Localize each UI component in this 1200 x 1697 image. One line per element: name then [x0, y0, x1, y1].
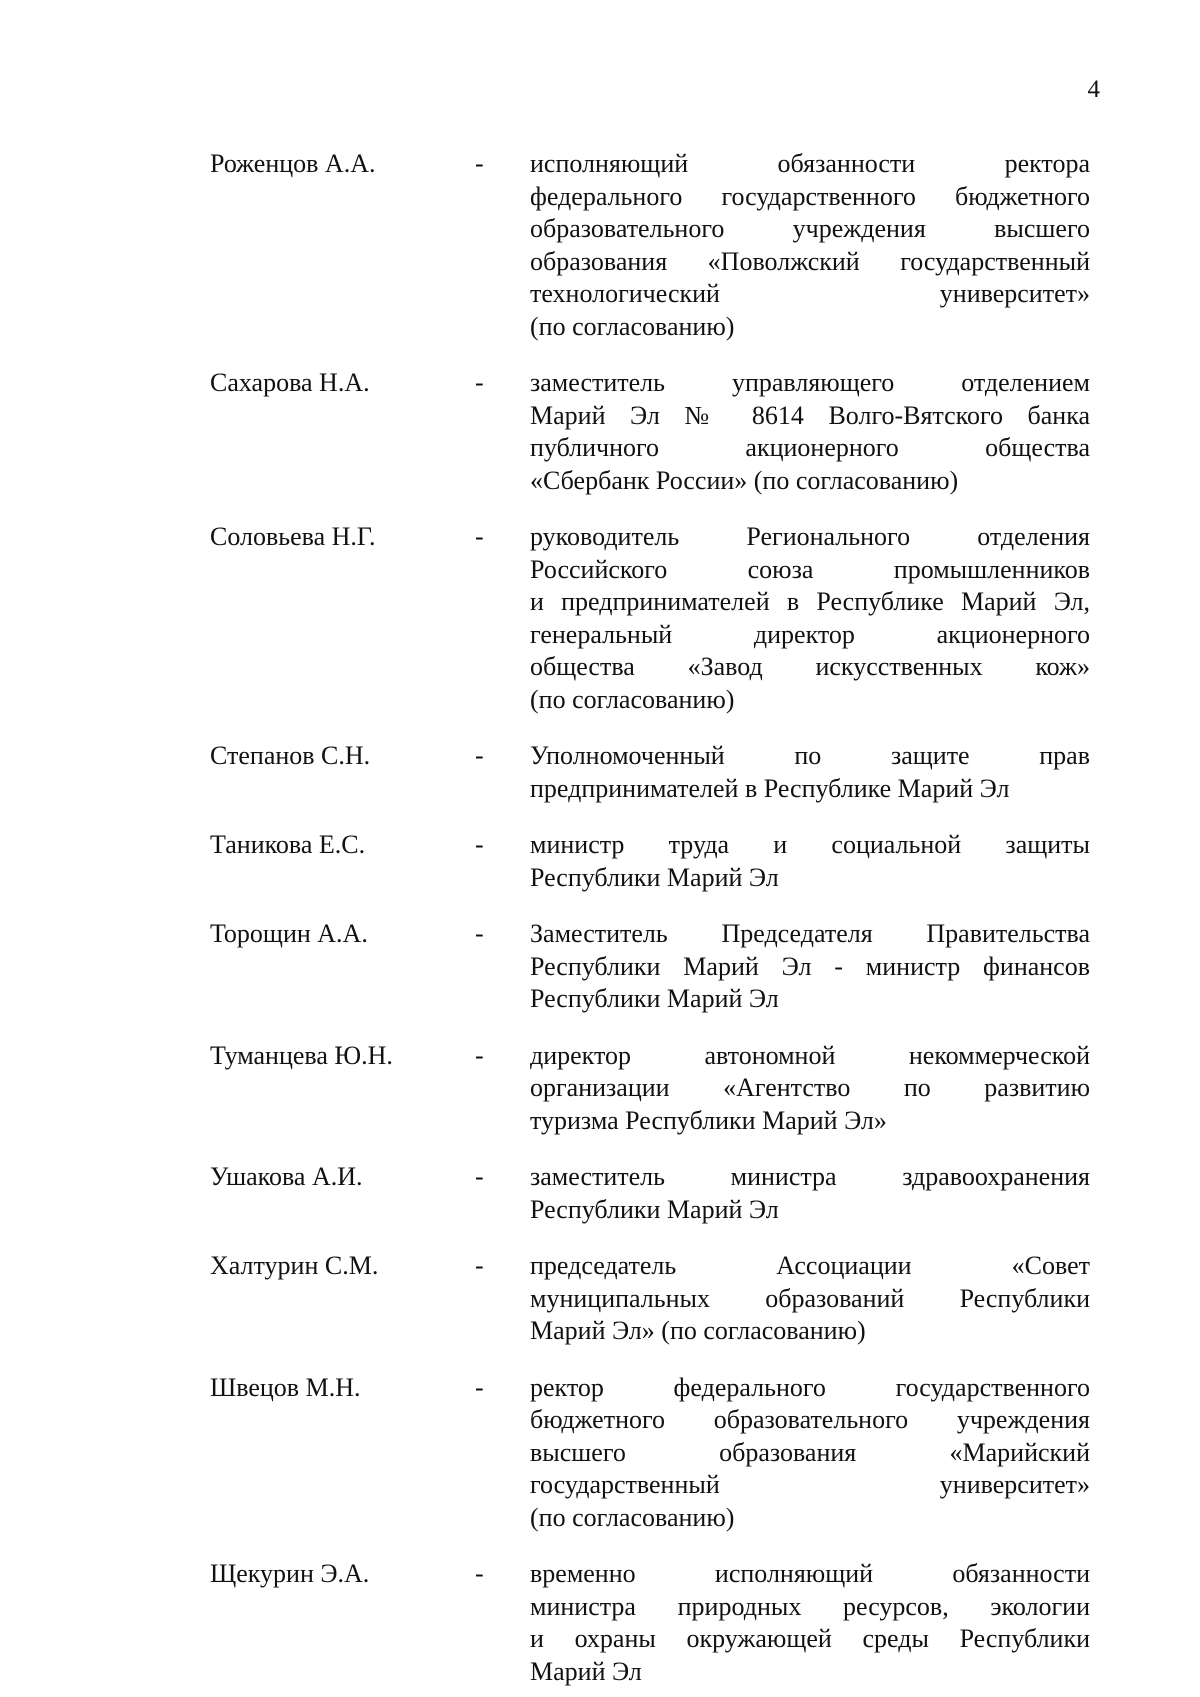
member-role-line: высшего образования «Марийский: [530, 1437, 1090, 1467]
member-name: Щекурин Э.А.: [210, 1559, 370, 1588]
member-role: [530, 829, 1090, 894]
member-role-line: министр труда и социальной защиты: [530, 830, 1090, 859]
member-entry: [210, 829, 1090, 894]
member-role: [530, 1250, 1090, 1348]
member-entry: [210, 1250, 1090, 1348]
member-role-line: (по согласованию): [530, 684, 735, 714]
page-number: 4: [1087, 76, 1100, 103]
member-role-line: публичного акционерного общества: [530, 433, 1090, 462]
member-dash: -: [475, 1162, 484, 1191]
member-entry: [210, 521, 1090, 716]
member-name: Швецов М.Н.: [210, 1372, 361, 1402]
member-role: [530, 1161, 1090, 1226]
member-role-line: председатель Ассоциации «Совет: [530, 1251, 1090, 1280]
member-dash: -: [475, 149, 484, 178]
member-list: [210, 148, 1090, 1688]
member-name: Таникова Е.С.: [210, 830, 366, 859]
member-role-line: муниципальных образований Республики: [530, 1283, 1090, 1313]
member-role-line: Марий Эл: [530, 1656, 642, 1686]
member-role-line: ректор федерального государственного: [530, 1372, 1090, 1402]
member-dash: -: [475, 919, 484, 948]
member-entry: [210, 1558, 1090, 1688]
member-role-line: Республики Марий Эл: [530, 1194, 779, 1224]
member-dash: -: [475, 1040, 484, 1070]
member-dash: -: [475, 368, 484, 397]
member-name: Соловьева Н.Г.: [210, 522, 376, 551]
member-role: [530, 1558, 1090, 1688]
member-role-line: генеральный директор акционерного: [530, 619, 1090, 649]
member-name: Роженцов А.А.: [210, 149, 376, 178]
member-role-line: технологический университет»: [530, 279, 1090, 308]
member-role: [530, 148, 1090, 343]
member-role: [530, 1372, 1090, 1535]
member-dash: -: [475, 830, 484, 859]
member-name: Туманцева Ю.Н.: [210, 1040, 393, 1070]
member-role-line: организации «Агентство по развитию: [530, 1073, 1090, 1102]
member-role-line: временно исполняющий обязанности: [530, 1559, 1090, 1588]
member-entry: [210, 1372, 1090, 1535]
member-role-line: Республики Марий Эл - министр финансов: [530, 951, 1090, 981]
member-role-line: заместитель министра здравоохранения: [530, 1162, 1090, 1191]
member-role-line: и охраны окружающей среды Республики: [530, 1624, 1090, 1653]
member-name: Степанов С.Н.: [210, 741, 371, 770]
member-role-line: министра природных ресурсов, экологии: [530, 1591, 1090, 1621]
member-role: [530, 918, 1090, 1016]
member-entry: [210, 367, 1090, 497]
member-entry: [210, 918, 1090, 1016]
member-name: Торощин А.А.: [210, 919, 368, 948]
member-role-line: Марий Эл» (по согласованию): [530, 1316, 866, 1345]
member-role-line: директор автономной некоммерческой: [530, 1040, 1090, 1070]
member-role-line: Уполномоченный по защите прав: [530, 741, 1090, 770]
member-role-line: государственный университет»: [530, 1470, 1090, 1499]
member-dash: -: [475, 1559, 484, 1588]
member-role-line: Марий Эл № 8614 Волго-Вятского банка: [530, 400, 1090, 430]
member-entry: [210, 740, 1090, 805]
member-dash: -: [475, 741, 484, 770]
member-name: Халтурин С.М.: [210, 1251, 379, 1280]
member-role-line: исполняющий обязанности ректора: [530, 149, 1090, 178]
member-role-line: «Сбербанк России» (по согласованию): [530, 465, 959, 495]
member-role-line: Республики Марий Эл: [530, 984, 779, 1013]
member-role-line: образовательного учреждения высшего: [530, 214, 1090, 243]
member-dash: -: [475, 1372, 484, 1402]
member-role-line: бюджетного образовательного учреждения: [530, 1405, 1090, 1434]
member-dash: -: [475, 1251, 484, 1280]
member-role-line: руководитель Регионального отделения: [530, 522, 1090, 551]
member-role-line: заместитель управляющего отделением: [530, 368, 1090, 397]
member-name: Сахарова Н.А.: [210, 368, 370, 397]
member-role-line: образования «Поволжский государственный: [530, 246, 1090, 276]
member-role-line: и предпринимателей в Республике Марий Эл,: [530, 587, 1090, 616]
member-role-line: общества «Завод искусственных кож»: [530, 652, 1090, 681]
member-name: Ушакова А.И.: [210, 1162, 363, 1191]
member-role-line: туризма Республики Марий Эл»: [530, 1105, 887, 1135]
member-role: [530, 740, 1090, 805]
member-entry: [210, 148, 1090, 343]
member-role-line: (по согласованию): [530, 311, 735, 341]
member-entry: [210, 1161, 1090, 1226]
member-role-line: предпринимателей в Республике Марий Эл: [530, 773, 1010, 803]
member-dash: -: [475, 522, 484, 551]
member-role: [530, 521, 1090, 716]
member-entry: [210, 1040, 1090, 1138]
member-role: [530, 367, 1090, 497]
member-role-line: (по согласованию): [530, 1502, 735, 1532]
member-role-line: Республики Марий Эл: [530, 862, 779, 892]
member-role-line: Российского союза промышленников: [530, 554, 1090, 584]
member-role-line: федерального государственного бюджетного: [530, 181, 1090, 211]
member-role: [530, 1040, 1090, 1138]
member-role-line: Заместитель Председателя Правительства: [530, 919, 1090, 948]
